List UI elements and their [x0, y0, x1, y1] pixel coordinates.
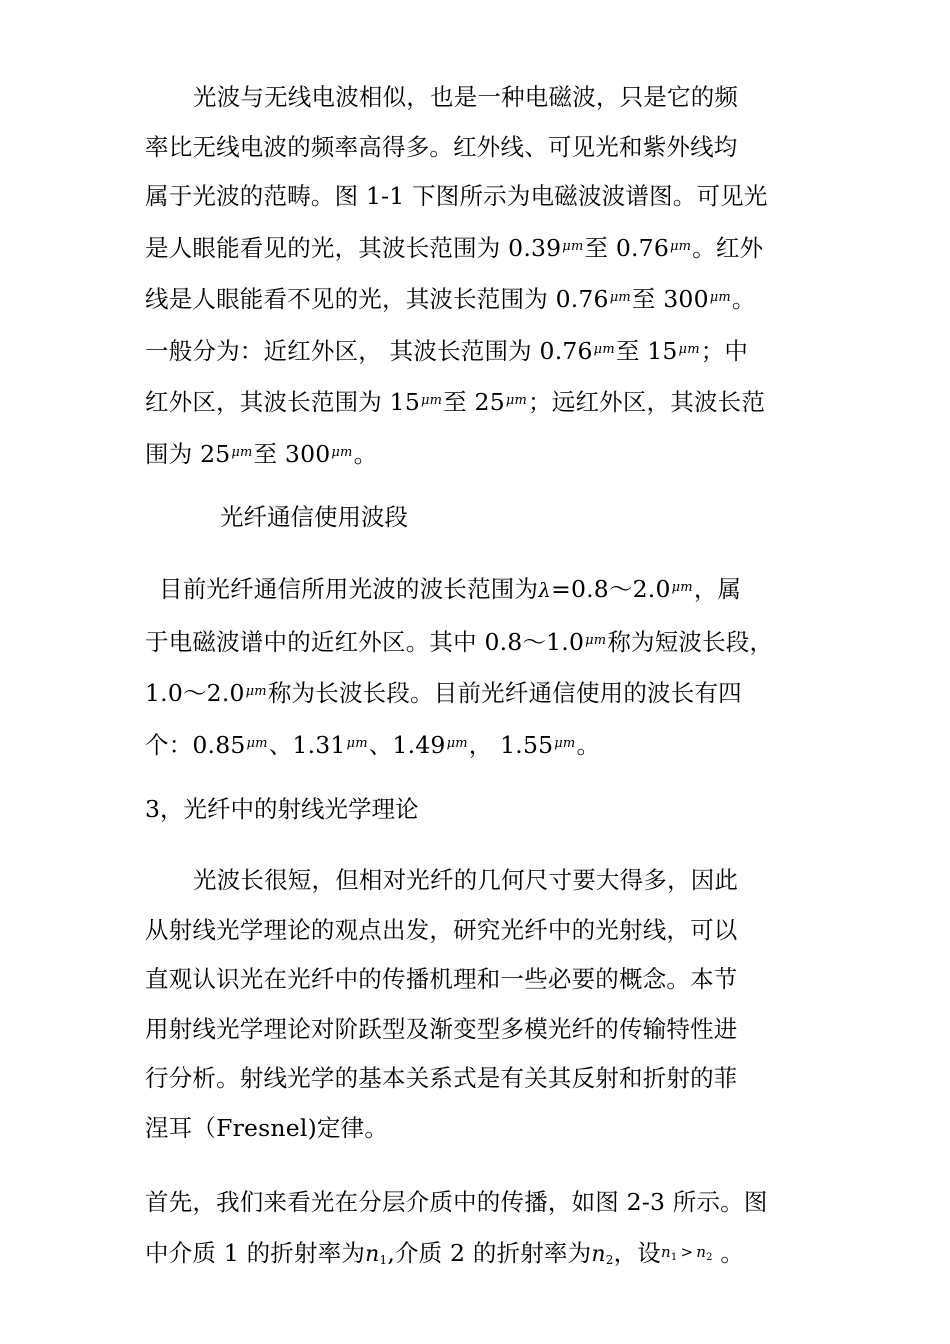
- paragraph-layered-media: [145, 1178, 810, 1285]
- unit-micrometer: μm: [562, 238, 584, 254]
- text-segment: 、1.31: [268, 730, 346, 759]
- text-line: 率比无线电波的频率高得多。红外线、可见光和紫外线均: [145, 132, 738, 161]
- lambda-symbol: λ: [538, 578, 552, 602]
- text-segment: ；中: [700, 336, 749, 365]
- text-segment: 至 300: [631, 285, 709, 313]
- refractive-index-symbol: n: [591, 1241, 606, 1267]
- text-line: [145, 616, 810, 668]
- text-line: [145, 719, 810, 771]
- paragraph-ray-optics: [145, 856, 810, 1153]
- unit-micrometer: μm: [346, 735, 368, 751]
- text-segment: ；远红外区，其波长范: [528, 388, 766, 416]
- text-segment: 于电磁波谱中的近红外区。其中 0.8～1.0: [145, 627, 585, 656]
- text-line: [145, 1228, 810, 1286]
- text-line: [145, 667, 810, 719]
- subscript: 1: [379, 1252, 388, 1267]
- text-line: 从射线光学理论的观点出发，研究光纤中的光射线，可以: [145, 915, 738, 944]
- text-line: [145, 222, 810, 274]
- text-line: [145, 273, 810, 325]
- text-segment: 1.0～2.0: [145, 679, 245, 707]
- text-segment: 围为 25: [145, 439, 231, 468]
- refractive-index-symbol: n: [696, 1242, 707, 1261]
- unit-micrometer: μm: [671, 580, 693, 595]
- greater-than-symbol: >: [680, 1242, 694, 1261]
- text-line: 直观认识光在光纤中的传播机理和一些必要的概念。本节: [145, 965, 738, 993]
- text-line: 属于光波的范畴。图 1-1 下图所示为电磁波波谱图。可见光: [145, 182, 768, 210]
- text-segment: 。: [576, 730, 601, 759]
- text-line: 行分析。射线光学的基本关系式是有关其反射和折射的菲: [145, 1064, 738, 1092]
- text-segment: 至 0.76: [584, 233, 669, 262]
- section-heading: 光纤通信使用波段: [220, 503, 408, 531]
- text-segment: ,介质 2 的折射率为: [387, 1238, 592, 1267]
- text-line: 用射线光学理论对阶跃型及渐变型多模光纤的传输特性进: [145, 1014, 738, 1043]
- text-segment: 至 15: [615, 336, 678, 365]
- text-segment: 。: [712, 1238, 745, 1267]
- paragraph-fiber-wavebands: [145, 563, 810, 770]
- text-line: [145, 563, 810, 616]
- text-segment: 。红外: [692, 233, 764, 262]
- text-line: [145, 376, 810, 428]
- unit-micrometer: μm: [609, 290, 631, 305]
- text-segment: 称为短波长段，: [607, 627, 774, 656]
- subscript: 1: [670, 1251, 678, 1263]
- unit-micrometer: μm: [231, 444, 253, 460]
- text-line: 首先，我们来看光在分层介质中的传播，如图 2-3 所示。图: [145, 1188, 768, 1216]
- text-line: [145, 428, 810, 480]
- text-line: 光波与无线电波相似，也是一种电磁波，只是它的频: [193, 83, 739, 111]
- unit-micrometer: μm: [593, 341, 615, 357]
- unit-micrometer: μm: [446, 735, 468, 751]
- text-segment: 是人眼能看见的光，其波长范围为 0.39: [145, 233, 562, 262]
- paragraph-light-waves: [145, 73, 810, 479]
- unit-micrometer: μm: [678, 341, 700, 357]
- refractive-index-symbol: n: [365, 1241, 380, 1267]
- section-heading: 3，光纤中的射线光学理论: [145, 795, 419, 823]
- unit-micrometer: μm: [505, 393, 528, 408]
- unit-micrometer: μm: [709, 290, 731, 305]
- text-segment: 至 300: [253, 439, 331, 468]
- text-segment: ， 1.55: [468, 730, 554, 759]
- unit-micrometer: μm: [585, 632, 607, 648]
- text-segment: ，设: [613, 1238, 661, 1267]
- text-segment: 目前光纤通信所用光波的波长范围为: [159, 575, 539, 603]
- text-segment: 、1.49: [368, 730, 446, 759]
- unit-micrometer: μm: [331, 444, 353, 460]
- text-segment: 至 25: [443, 388, 505, 416]
- text-segment: 。: [731, 285, 756, 313]
- text-segment: =0.8～2.0: [551, 575, 671, 603]
- unit-micrometer: μm: [420, 393, 443, 408]
- text-segment: 。: [353, 439, 378, 468]
- text-segment: 中介质 1 的折射率为: [145, 1238, 366, 1267]
- unit-micrometer: μm: [669, 238, 692, 254]
- text-line: [145, 325, 810, 377]
- refractive-index-symbol: n: [661, 1242, 671, 1261]
- text-line: 涅耳（Fresnel)定律。: [145, 1113, 389, 1142]
- text-segment: 称为长波长段。目前光纤通信使用的波长有四: [267, 679, 742, 707]
- text-segment: 个：0.85: [145, 730, 246, 759]
- text-segment: 线是人眼能看不见的光，其波长范围为 0.76: [145, 285, 609, 313]
- text-line: 光波长很短，但相对光纤的几何尺寸要大得多，因此: [193, 866, 739, 894]
- text-segment: 红外区，其波长范围为 15: [145, 388, 420, 416]
- unit-micrometer: μm: [246, 735, 268, 751]
- unit-micrometer: μm: [245, 684, 267, 699]
- text-segment: ，属: [693, 575, 742, 603]
- unit-micrometer: μm: [554, 735, 576, 751]
- subscript: 2: [706, 1251, 713, 1263]
- subscript: 2: [605, 1252, 614, 1267]
- text-segment: 一般分为：近红外区， 其波长范围为 0.76: [145, 336, 593, 365]
